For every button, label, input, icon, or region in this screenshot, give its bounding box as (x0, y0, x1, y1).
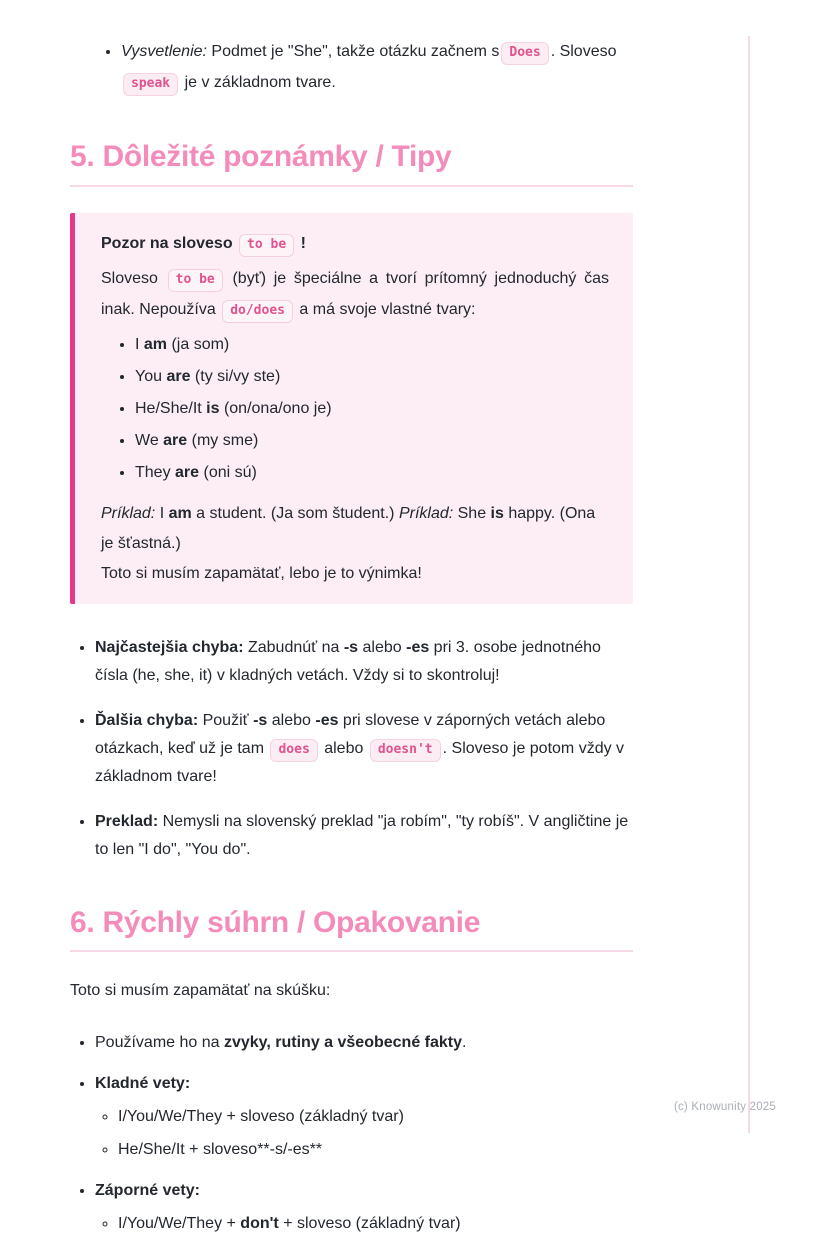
inline-code-chip: do/does (222, 300, 293, 323)
callout-note: Toto si musím zapamätať, lebo je to výnimka! (101, 564, 422, 582)
text-segment: is (490, 504, 504, 522)
text-segment: (oni sú) (199, 463, 257, 481)
text-segment: Používame ho na (95, 1034, 224, 1051)
tips-list (70, 634, 633, 864)
summary-sub-item (118, 1105, 633, 1129)
text-segment: zvyky, rutiny a všeobecné fakty (223, 1034, 463, 1051)
text-segment: (byť) je špeciálne a tvorí prítomný jednoduchý čas inak. Nepoužíva (101, 269, 609, 318)
summary-list (70, 1030, 633, 1236)
summary-sub-item (118, 1138, 633, 1162)
text-segment: -es (406, 638, 430, 656)
text-segment: -es (315, 711, 339, 729)
section-5-heading: 5. Dôležité poznámky / Tipy (70, 140, 452, 173)
inline-code-chip: speak (123, 73, 178, 96)
summary-item-label (95, 1075, 190, 1092)
text-segment: Podmet je "She", takže otázku začnem s (206, 43, 500, 60)
text-segment: + sloveso (základný tvar) (278, 1215, 461, 1232)
summary-item (95, 1071, 633, 1162)
text-segment: (ja som) (167, 335, 230, 353)
summary-item (95, 1178, 633, 1236)
summary-item-label (95, 1182, 200, 1199)
summary-item (95, 1030, 633, 1055)
section-5-divider (70, 185, 633, 187)
text-segment: am (168, 504, 192, 522)
explanation-list (70, 36, 633, 98)
summary-sub-item (118, 1212, 633, 1236)
inline-code-chip: to be (168, 269, 223, 292)
inline-code-chip: Does (501, 42, 548, 65)
text-segment: They (135, 463, 176, 481)
inline-code-chip: doesn't (370, 739, 441, 762)
text-segment: You (135, 367, 167, 385)
text-segment: I (135, 335, 144, 353)
text-segment: happy. (Ona je šťastná.) (101, 504, 596, 552)
section-6-divider (70, 950, 633, 952)
text-segment: (ty si/vy ste) (190, 367, 281, 385)
text-segment: Najčastejšia chyba: (95, 638, 244, 656)
to-be-form-item (135, 365, 609, 389)
text-segment: . (462, 1034, 467, 1051)
summary-intro: Toto si musím zapamätať na skúšku: (70, 982, 331, 999)
text-segment: We (135, 431, 164, 449)
text-segment: Záporné vety: (95, 1182, 200, 1199)
tip-item (95, 808, 633, 864)
copyright-footer: (c) Knowunity 2025 (673, 1101, 776, 1113)
callout-paragraph (101, 263, 609, 325)
text-segment: Vysvetlenie: (121, 43, 207, 60)
text-segment: are (175, 463, 200, 481)
text-segment: -s (343, 638, 359, 656)
to-be-form-item (135, 461, 609, 485)
text-segment: Kladné vety: (95, 1075, 191, 1092)
text-segment: I/You/We/They + (118, 1215, 241, 1232)
document-content (70, 0, 633, 1252)
text-segment: He/She/It + sloveso**-s/-es** (118, 1141, 323, 1158)
tip-item (95, 707, 633, 791)
text-segment: Zabudnúť na (243, 638, 344, 656)
text-segment: Príklad: (398, 504, 454, 522)
to-be-form-item (135, 429, 609, 453)
text-segment: pri 3. osobe jednotného čísla (he, she, it) v kladných vetách. Vždy si to skontroluj! (95, 638, 601, 684)
text-segment: are (166, 367, 191, 385)
text-segment: He/She/It (135, 399, 207, 417)
text-segment: . Sloveso je potom vždy v základnom tvare! (95, 739, 625, 785)
text-segment: (my sme) (187, 431, 259, 449)
callout-example (101, 499, 609, 559)
summary-sub-list (95, 1105, 633, 1162)
tip-item (95, 634, 633, 690)
text-segment: ! (296, 234, 306, 252)
text-segment: Použiť (198, 711, 254, 729)
callout-to-be (70, 213, 633, 604)
text-segment: Preklad: (95, 812, 159, 830)
callout-title (101, 229, 609, 259)
text-segment: pri slovese v záporných vetách alebo otázkach, keď už je tam (95, 711, 606, 757)
text-segment: a má svoje vlastné tvary: (294, 300, 476, 318)
text-segment: Ďalšia chyba: (95, 711, 199, 729)
text-segment: alebo (267, 711, 316, 729)
text-segment: I (155, 504, 169, 522)
text-segment: Nemysli na slovenský preklad "ja robím", "ty robíš". V angličtine je to len "I do", "You do". (95, 812, 629, 858)
section-6-heading: 6. Rýchly súhrn / Opakovanie (70, 905, 481, 939)
text-segment: is (206, 399, 220, 417)
inline-code-chip: does (270, 739, 317, 762)
text-segment: je v základnom tvare. (180, 74, 336, 91)
text-segment: . Sloveso (550, 43, 617, 60)
text-segment: a student. (Ja som študent.) (191, 504, 399, 522)
text-segment: I/You/We/They + sloveso (základný tvar) (118, 1108, 404, 1125)
text-segment: alebo (319, 739, 368, 757)
text-segment: Sloveso (101, 269, 166, 287)
page-edge-rule (748, 36, 750, 1133)
text-segment: am (143, 335, 168, 353)
to-be-forms-list (101, 333, 609, 485)
to-be-form-item (135, 397, 609, 421)
text-segment: Pozor na sloveso (101, 234, 238, 252)
text-segment: She (453, 504, 491, 522)
text-segment: Príklad: (101, 504, 156, 522)
summary-sub-list (95, 1212, 633, 1236)
text-segment: are (163, 431, 188, 449)
text-segment: don't (240, 1215, 279, 1232)
explanation-item (121, 36, 633, 98)
to-be-form-item (135, 333, 609, 357)
text-segment: (on/ona/ono je) (219, 399, 332, 417)
text-segment: -s (253, 711, 268, 729)
text-segment: alebo (358, 638, 407, 656)
inline-code-chip: to be (239, 234, 294, 257)
